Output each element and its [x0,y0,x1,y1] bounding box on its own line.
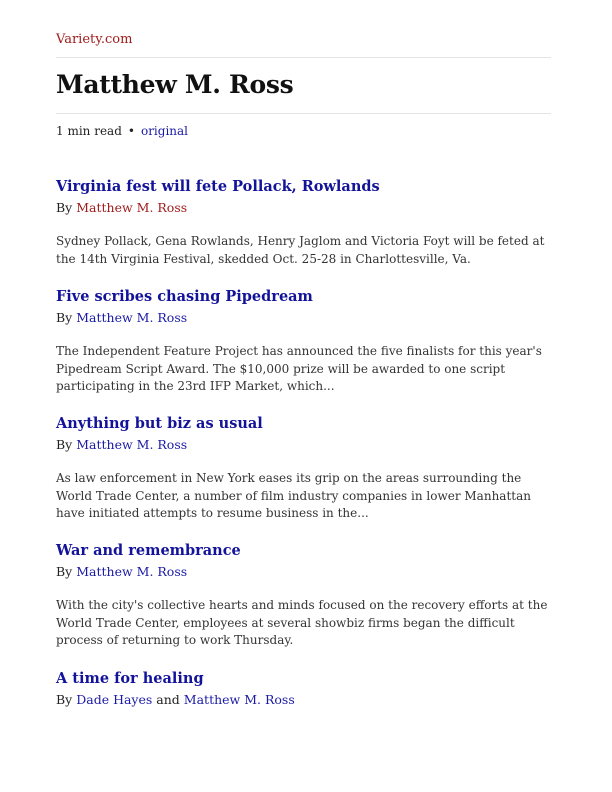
author-link[interactable]: Matthew M. Ross [76,437,188,452]
article-byline [56,310,551,326]
byline-prefix: By [56,437,73,452]
meta-separator: • [127,124,135,138]
article-headline[interactable]: Anything but biz as usual [56,415,263,432]
author-link[interactable]: Matthew M. Ross [183,692,295,707]
original-link[interactable]: original [140,124,189,138]
article-headline[interactable]: A time for healing [56,670,204,687]
article-headline[interactable]: Virginia fest will fete Pollack, Rowlands [56,178,380,195]
article-meta [56,124,188,138]
byline-prefix: By [56,310,73,325]
byline-prefix: By [56,692,73,707]
article-headline[interactable]: War and remembrance [56,542,241,559]
article-summary: As law enforcement in New York eases its grip on the areas surrounding the World Trade Center, a number of film industry companies in lower Manhattan have initiated attempts to resume business in the... [56,471,531,520]
read-time: 1 min read [56,124,122,138]
article-item [56,288,551,408]
article-summary: Sydney Pollack, Gena Rowlands, Henry Jaglom and Victoria Foyt will be feted at the 14th Virginia Festival, skedded Oct. 25-28 in Charlottesville, Va. [56,234,545,266]
byline-prefix: By [56,200,73,215]
article-summary: With the city's collective hearts and minds focused on the recovery efforts at the World Trade Center, employees at several showbiz firms began the difficult process of returning to work Thursday. [56,598,548,647]
article-byline [56,564,551,580]
page-title: Matthew M. Ross [56,70,294,99]
article-item [56,178,551,280]
byline-conjunction: and [156,692,180,707]
author-link[interactable]: Matthew M. Ross [76,564,188,579]
author-link[interactable]: Matthew M. Ross [76,200,188,215]
article-byline [56,200,551,216]
article-item [56,415,551,535]
article-headline[interactable]: Five scribes chasing Pipedream [56,288,313,305]
author-link[interactable]: Dade Hayes [76,692,153,707]
author-link[interactable]: Matthew M. Ross [76,310,188,325]
article-item [56,670,551,708]
byline-prefix: By [56,564,73,579]
site-link[interactable]: Variety.com [56,32,133,47]
article-item [56,542,551,662]
article-summary: The Independent Feature Project has announced the five finalists for this year's Pipedream Script Award. The $10,000 prize will be awarded to one script participating in the 23rd IFP Market, which... [56,344,542,393]
top-divider [56,57,551,58]
article-byline [56,437,551,453]
title-divider [56,113,551,114]
article-byline [56,692,551,708]
